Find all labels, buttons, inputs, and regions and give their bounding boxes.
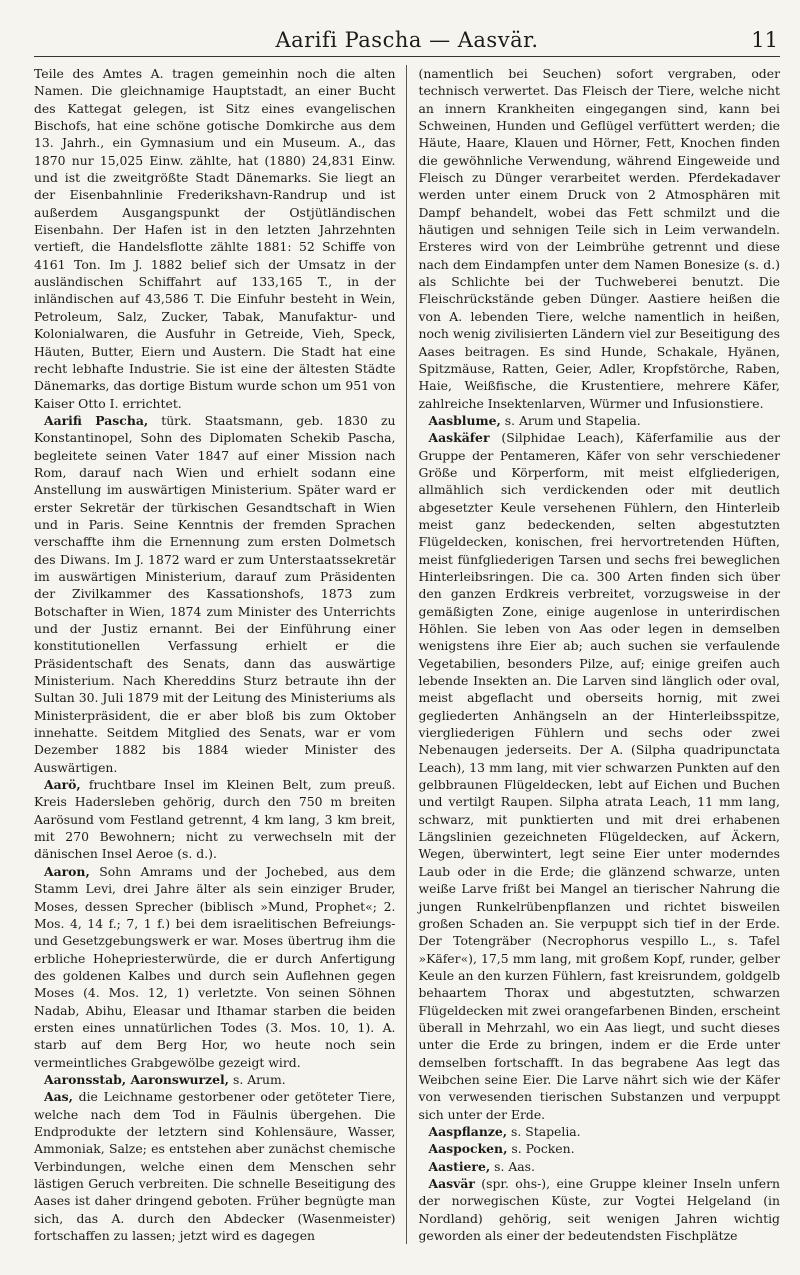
entry-aaroe [34,776,396,863]
entry-text: s. Pocken. [507,1141,575,1157]
entry-aaspflanze [419,1123,781,1140]
entry-headword: Aasvär [428,1176,475,1191]
entry-aaspocken [419,1140,781,1157]
entry-headword: Aas, [44,1089,73,1105]
entry-aastiere [419,1158,781,1175]
entry-text: s. Arum und Stapelia. [500,412,641,428]
entry-headword: Aaronsstab, Aaronswurzel, [44,1071,230,1087]
entry-aas [34,1088,396,1244]
page-number: 11 [751,28,778,52]
entry-text: s. Arum. [229,1071,286,1087]
entry-text: Teile des Amtes A. tragen gemeinhin noch die alten Namen. Die gleichnamige Hauptstadt, an einer Bucht des Kattegat gelegen, ist Sitz eines evangelischen Bischofs, hat eine schöne gotische Domkirche aus dem 13. Jahrh., ein Gymnasium und ein Museum. A., das 1870 nur 15,025 Einw. zählte, hat (1880) 24,831 Einw. und ist die zweitgrößte Stadt Dänemarks. Sie liegt an der Eisenbahnlinie Frederikshavn-Randrup und ist außerdem Ausgangspunkt der Ostjütländischen Eisenbahn. Der Hafen ist in den letzten Jahrzehnten vertieft, die Handelsflotte zählte 1881: 52 Schiffe von 4161 Ton. Im J. 1882 belief sich der Umsatz in der ausländischen Schiffahrt auf 133,165 T., in der inländischen auf 43,586 T. Die Einfuhr besteht in Wein, Petroleum, Salz, Zucker, Tabak, Manufaktur- und Kolonialwaren, die Ausfuhr in Getreide, Vieh, Speck, Häuten, Butter, Eiern und Austern. Die Stadt hat eine recht lebhafte Industrie. Sie ist eine der ältesten Städte Dänemarks, das dortige Bistum wurde schon um 951 von Kaiser Otto I. errichtet. [34,66,396,411]
entry-text: fruchtbare Insel im Kleinen Belt, zum preuß. Kreis Hadersleben gehörig, durch den 750 m breiten Aarösund vom Festland getrennt, 4 km lang, 3 km breit, mit 270 Bewohnern; nicht zu verwechseln mit der dänischen Insel Aeroe (s. d.). [34,777,396,862]
text-columns [34,65,780,1244]
entry-headword: Aarifi Pascha, [44,412,149,428]
running-title: Aarifi Pascha — Aasvär. [275,28,539,52]
page-header [34,28,780,57]
entry-aasvaer [419,1175,781,1244]
entry-aaskaefer [419,429,781,1123]
entry-text: s. Aas. [490,1158,535,1174]
entry-text: Sohn Amrams und der Jochebed, aus dem Stamm Levi, drei Jahre älter als sein einziger Bruder, Moses, dessen Sprecher (biblisch »Mund, Prophet«; 2. Mos. 4, 14 f.; 7, 1 f.) bei dem israelitischen Befreiungs- und Gesetzgebungswerk er war. Moses übertrug ihm die erbliche Hohepriesterwürde, die er durch Anfertigung des goldenen Kalbes und durch sein Auflehnen gegen Moses (4. Mos. 12, 1) verletzte. Von seinen Söhnen Nadab, Abihu, Eleasar und Ithamar starben die beiden ersten eines unnatürlichen Todes (3. Mos. 10, 1). A. starb auf dem Berg Hor, wo heute noch sein vermeintliches Grabgewölbe gezeigt wird. [34,863,396,1070]
entry-aarifi-pascha [34,412,396,776]
entry-text: die Leichname gestorbener oder getöteter Tiere, welche nach dem Tod in Fäulnis übergehen. Die Endprodukte der letztern sind Kohlensäure, Wasser, Ammoniak, Salze; es entstehen aber zunächst chemische Verbindungen, welche einen dem Menschen sehr lästigen Geruch verbreiten. Die schnelle Beseitigung des Aases ist daher dringend geboten. Früher begnügte man sich, das A. durch den Abdecker (Wasenmeister) fortschaffen zu lassen; jetzt wird es dagegen [34,1089,396,1244]
right-column [419,65,781,1244]
entry-headword: Aarö, [44,777,81,793]
entry-text: (spr. ohs-), eine Gruppe kleiner Inseln unfern der norwegischen Küste, zur Vogtei Helgeland (in Nordland) gehörig, seit wenigen Jahren wichtig geworden als einer der bedeutendsten Fischplätze [418,1176,780,1244]
entry-aaronsstab [34,1071,396,1088]
entry-headword: Aaspflanze, [428,1123,508,1139]
entry-continuation [419,65,781,412]
left-column [34,65,407,1244]
entry-text: (Silphidae Leach), Käferfamilie aus der Gruppe der Pentameren, Käfer von sehr verschiedener Größe und Körperform, mit meist elfgliederigen, allmählich sich verdickenden oder mit deutlich abgesetzter Keule versehenen Fühlern, den Hinterleib meist ganz bedeckenden, selten abgestutzten Flügeldecken, konischen, frei hervortretenden Hüften, meist fünfgliederigen Tarsen und sechs frei beweglichen Hinterleibsringen. Die ca. 300 Arten finden sich über den ganzen Erdkreis verbreitet, vorzugsweise in der gemäßigten Zone, einige augenlose in unterirdischen Höhlen. Sie leben von Aas oder legen in demselben wenigstens ihre Eier ab; auch suchen sie verfaulende Vegetabilien, besonders Pilze, auf; einige greifen auch lebende Insekten an. Die Larven sind länglich oder oval, meist abgeflacht und oberseits hornig, mit zwei gegliederten Anhängseln an der Hinterleibsspitze, viergliederigen Fühlern und sechs oder zwei Nebenaugen jederseits. Der A. (Silpha quadripunctata Leach), 13 mm lang, mit vier schwarzen Punkten auf den gelbbraunen Flügeldecken, lebt auf Eichen und Buchen und vertilgt Raupen. Silpha atrata Leach, 11 mm lang, schwarz, mit punktierten und mit drei erhabenen Längslinien gezeichneten Flügeldecken, auf Äckern, Wegen, überwintert, legt seine Eier unter moderndes Laub oder in die Erde; die glänzend schwarze, unten weiße Larve frißt bei Mangel an tierischer Nahrung die jungen Runkelrübenpflanzen und richtet bisweilen großen Schaden an. Sie verpuppt sich tief in der Erde. Der Totengräber (Necrophorus vespillo L., s. Tafel »Käfer«), 17,5 mm lang, mit großem Kopf, runder, gelber Keule an den kurzen Fühlern, fast kreisrundem, goldgelb behaartem Thorax und abgestutzten, schwarzen Flügeldecken mit zwei orangefarbenen Binden, erscheint überall in Mehrzahl, wo ein Aas liegt, und sucht dieses unter die Erde zu bringen, indem er die Erde unter demselben fortschafft. In das begrabene Aas legt das Weibchen seine Eier. Die Larve nährt sich wie der Käfer von verwesenden tierischen Substanzen und verpuppt sich unter der Erde. [418,430,780,1122]
entry-text: (namentlich bei Seuchen) sofort vergraben, oder technisch verwertet. Das Fleisch der Tiere, welche nicht an innern Krankheiten eingegangen sind, kann bei Schweinen, Hunden und Geflügel verfüttert werden; die Häute, Haare, Klauen und Hörner, Fett, Knochen finden die gewöhnliche Verwendung, während Eingeweide und Fleisch zu Dünger verarbeitet werden. Pferdekadaver werden unter einem Druck von 2 Atmosphären mit Dampf behandelt, wobei das Fett schmilzt und die häutigen und sehnigen Teile sich in Leim verwandeln. Ersteres wird von der Leimbrühe getrennt und diese nach dem Eindampfen unter dem Namen Bonesize (s. d.) als Schlichte bei der Tuchweberei benutzt. Die Fleischrückstände geben Dünger. Aastiere heißen die von A. lebenden Tiere, welche namentlich in heißen, noch wenig zivilisierten Ländern viel zur Beseitigung des Aases beitragen. Es sind Hunde, Schakale, Hyänen, Spitzmäuse, Ratten, Geier, Adler, Kropfstörche, Raben, Haie, Weißfische, die Krustentiere, mehrere Käfer, zahlreiche Insektenlarven, Würmer und Infusionstiere. [418,66,780,411]
entry-text: s. Stapelia. [507,1123,581,1139]
entry-headword: Aaron, [44,863,90,879]
entry-continuation [34,65,396,412]
entry-headword: Aaspocken, [428,1141,508,1157]
entry-headword: Aasblume, [428,412,501,428]
entry-aasblume [419,412,781,429]
entry-aaron [34,863,396,1071]
entry-headword: Aaskäfer [428,430,490,446]
entry-headword: Aastiere, [428,1158,491,1174]
entry-text: türk. Staatsmann, geb. 1830 zu Konstantinopel, Sohn des Diplomaten Schekib Pascha, begleitete seinen Vater 1847 auf einer Mission nach Rom, darauf nach Wien und erhielt sodann eine Anstellung im auswärtigen Ministerium. Später ward er erster Sekretär der türkischen Gesandtschaft in Wien und in Paris. Seine Kenntnis der fremden Sprachen verschaffte ihm die Ernennung zum ersten Dolmetsch des Diwans. Im J. 1872 ward er zum Unterstaatssekretär im auswärtigen Ministerium, darauf zum Präsidenten der Zivilkammer des Kassationshofs, 1873 zum Botschafter in Wien, 1874 zum Minister des Unterrichts und der Justiz ernannt. Bei der Einführung einer konstitutionellen Verfassung erhielt er die Präsidentschaft des Senats, dann das auswärtige Ministerium. Nach Khereddins Sturz betraute ihn der Sultan 30. Juli 1879 mit der Leitung des Ministeriums als Ministerpräsident, die er aber bloß bis zum Oktober innehatte. Seitdem Mitglied des Senats, war er vom Dezember 1882 bis 1884 wieder Minister des Auswärtigen. [34,412,396,775]
